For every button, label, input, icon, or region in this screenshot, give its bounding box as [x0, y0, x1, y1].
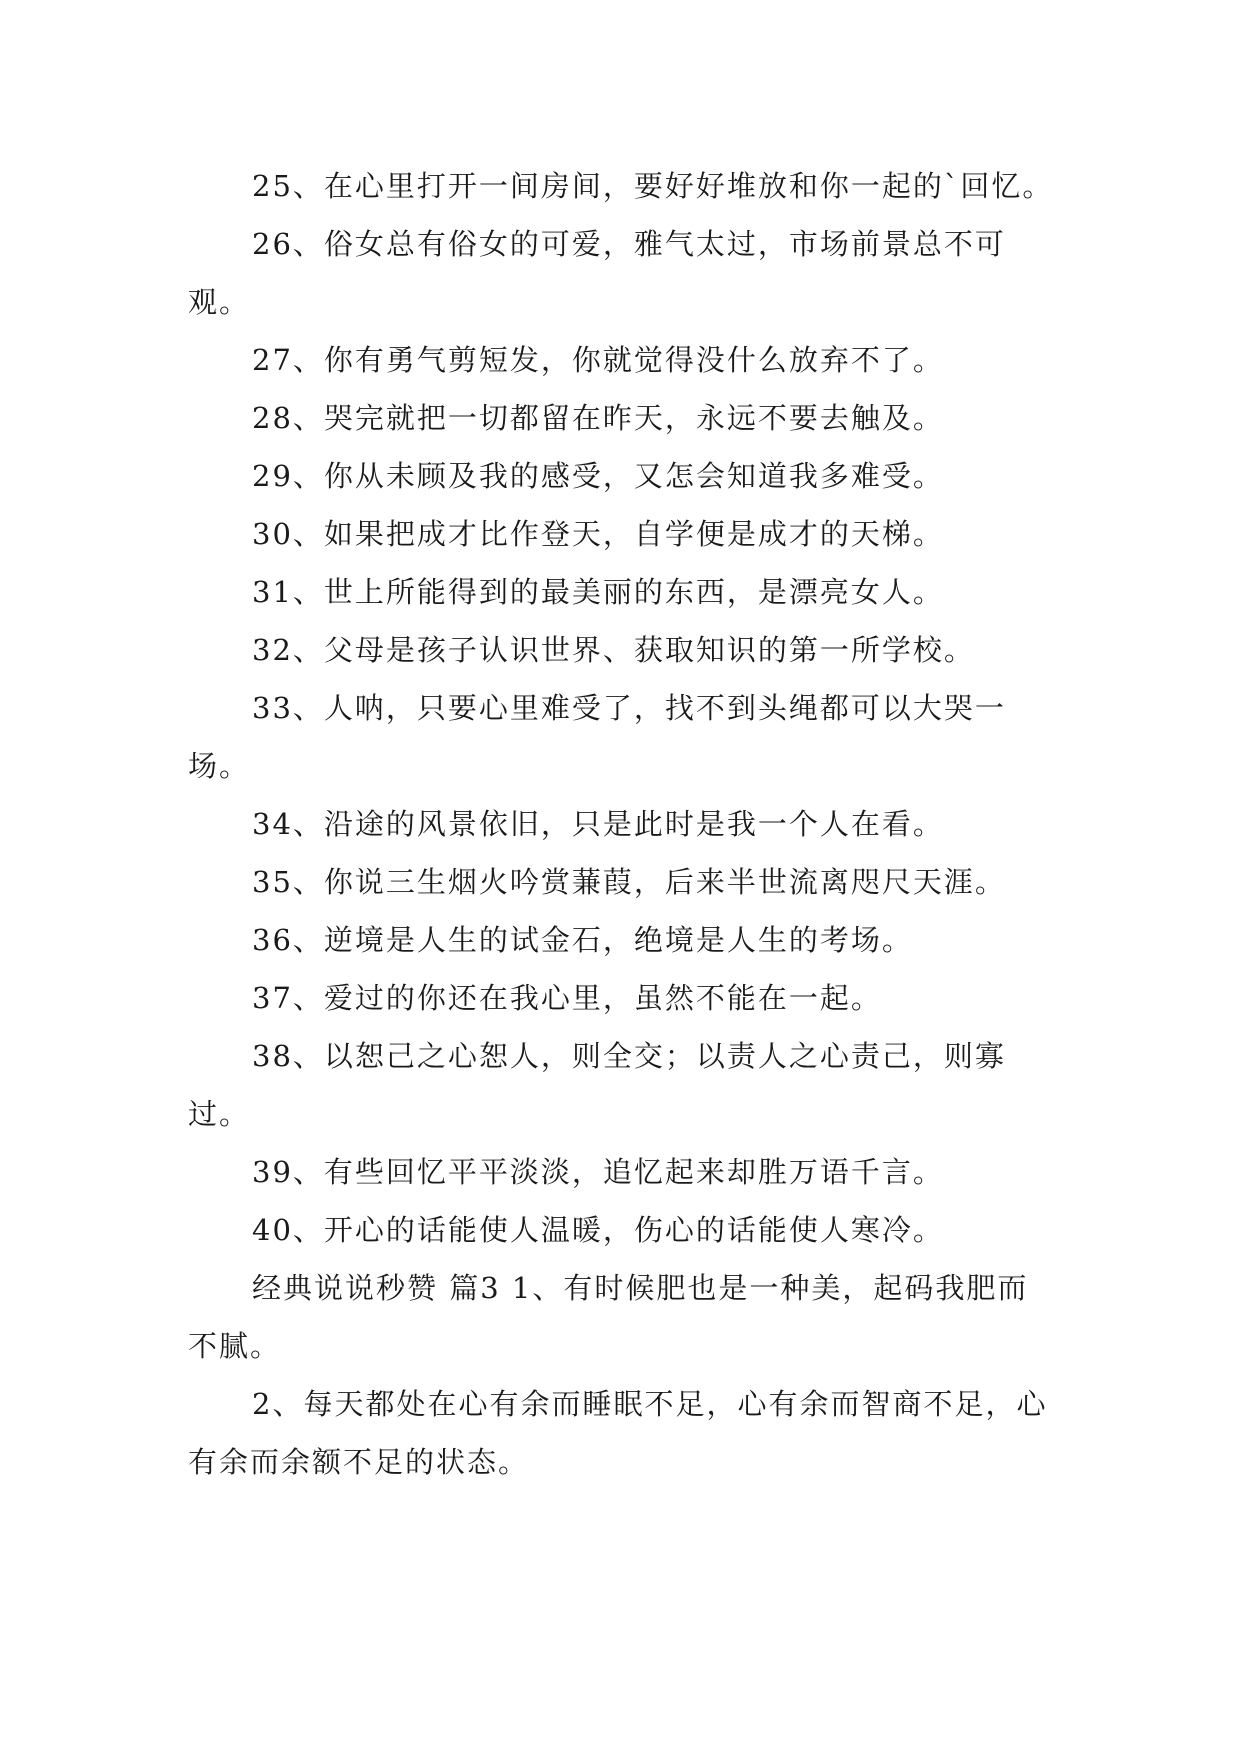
paragraph-25: 25、在心里打开一间房间，要好好堆放和你一起的`回忆。	[252, 169, 1054, 203]
paragraph-35: 35、你说三生烟火吟赏蒹葭，后来半世流离咫尺天涯。	[252, 865, 1006, 899]
paragraph-33: 33、人呐，只要心里难受了，找不到头绳都可以大哭一场。	[188, 691, 1006, 783]
paragraph-36: 36、逆境是人生的试金石，绝境是人生的考场。	[252, 923, 913, 957]
document-body	[188, 157, 1055, 1491]
paragraph-37: 37、爱过的你还在我心里，虽然不能在一起。	[252, 981, 882, 1015]
paragraph-29: 29、你从未顾及我的感受，又怎会知道我多难受。	[252, 459, 944, 493]
paragraph-28: 28、哭完就把一切都留在昨天，永远不要去触及。	[252, 401, 944, 435]
paragraph-38: 38、以恕己之心恕人，则全交；以责人之心责己，则寡过。	[188, 1039, 1006, 1131]
paragraph-27: 27、你有勇气剪短发，你就觉得没什么放弃不了。	[252, 343, 944, 377]
paragraph-39: 39、有些回忆平平淡淡，追忆起来却胜万语千言。	[252, 1155, 944, 1189]
paragraph-40: 40、开心的话能使人温暖，伤心的话能使人寒冷。	[252, 1213, 944, 1247]
paragraph-31: 31、世上所能得到的最美丽的东西，是漂亮女人。	[252, 575, 944, 609]
paragraph-32: 32、父母是孩子认识世界、获取知识的第一所学校。	[252, 633, 975, 667]
paragraph-26: 26、俗女总有俗女的可爱，雅气太过，市场前景总不可观。	[188, 227, 1006, 319]
section-heading-paragraph: 经典说说秒赞 篇3 1、有时候肥也是一种美，起码我肥而不腻。	[188, 1271, 1029, 1363]
paragraph-34: 34、沿途的风景依旧，只是此时是我一个人在看。	[252, 807, 944, 841]
paragraph-2: 2、每天都处在心有余而睡眠不足，心有余而智商不足，心有余而余额不足的状态。	[188, 1387, 1048, 1479]
paragraph-30: 30、如果把成才比作登天，自学便是成才的天梯。	[252, 517, 944, 551]
